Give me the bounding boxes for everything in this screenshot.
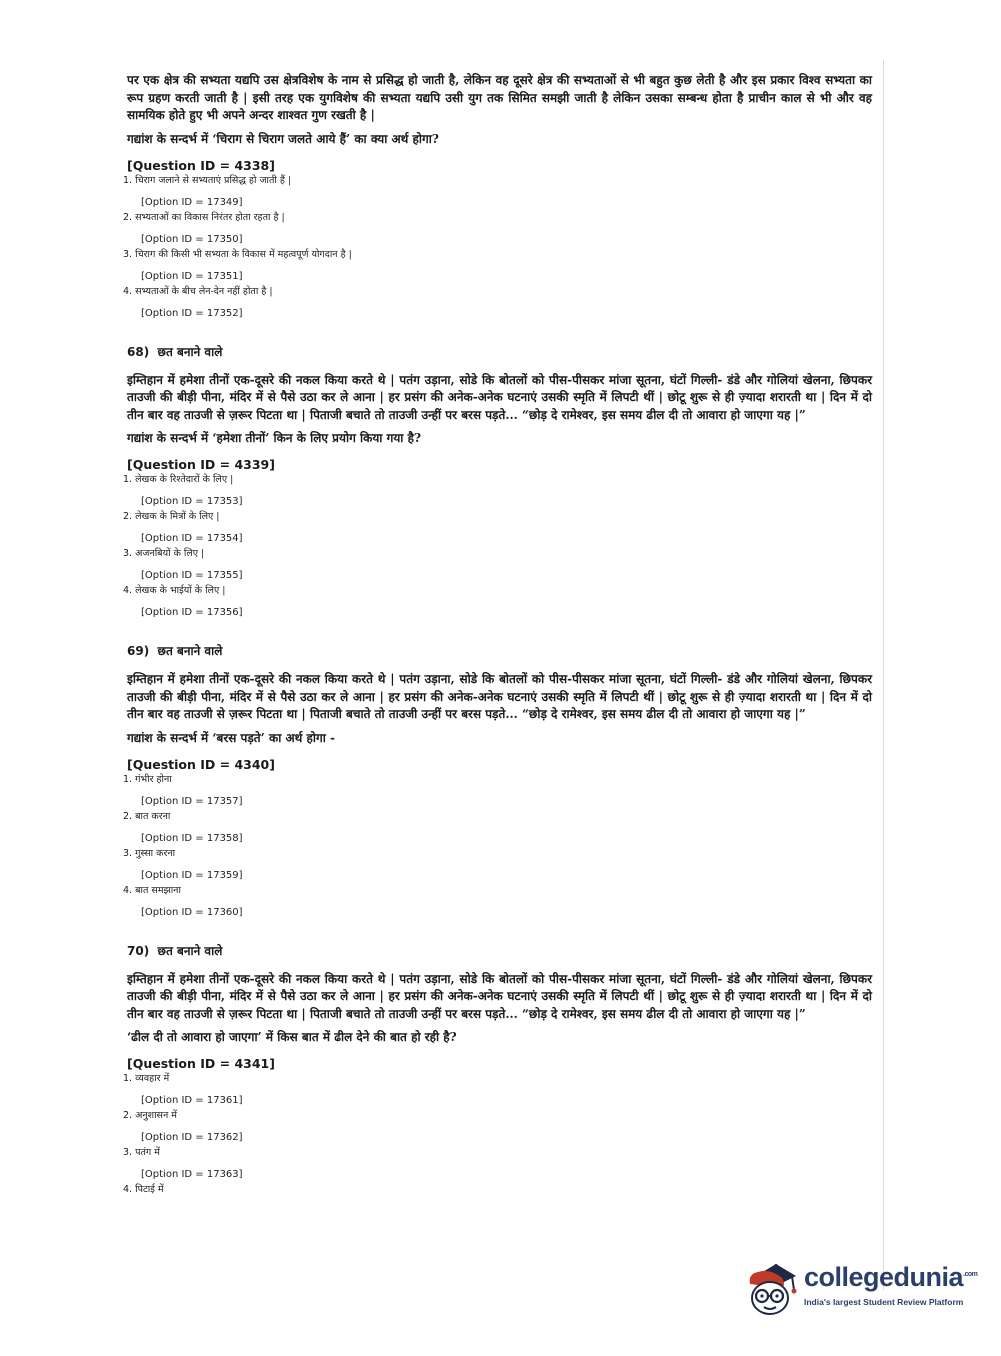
- option-item: [123, 472, 872, 509]
- option-number: 4.: [123, 285, 133, 297]
- option-number: 3.: [123, 1147, 133, 1158]
- question-id: [Question ID = 4338]: [127, 157, 275, 173]
- option-list: [123, 173, 872, 321]
- option-text: बात करना: [135, 810, 171, 822]
- section-title: छत बनाने वाले: [157, 344, 223, 359]
- option-id: [Option ID = 17349]: [141, 196, 243, 208]
- passage-text: इम्तिहान में हमेशा तीनों एक-दूसरे की नकल किया करते थे | पतंग उड़ाना, सोडे कि बोतलों को पीस-पीसकर मांजा सूतना, घंटों गिल्ली- डंडे और गोलियां खेलना, छिपकर ताउजी की बीड़ी पीना, मंदिर में से पैसे उठा कर ले आना | हर प्रसंग की अनेक-अनेक घटनाएं उसकी स्मृति में लिपटी थीं | छोटू शुरू से ही ज़्यादा शरारती था | दिन में दो तीन बार वह ताउजी से ज़रूर पिटता था | पिताजी बचाते तो ताउजी उन्हीं पर बरस पड़ते... “छोड़ दे रामेश्वर, इस समय ढील दी तो आवारा हो जाएगा यह |”: [127, 672, 872, 721]
- option-id: [Option ID = 17357]: [141, 795, 243, 807]
- option-id: [Option ID = 17354]: [141, 533, 243, 544]
- option-item: [123, 173, 872, 210]
- question-text: गद्यांश के सन्दर्भ में ‘बरस पड़ते’ का अर्थ होगा -: [127, 730, 335, 745]
- option-id: [Option ID = 17351]: [141, 270, 243, 282]
- option-item: [123, 1071, 872, 1108]
- option-id: [Option ID = 17363]: [141, 1169, 243, 1180]
- option-text: सभ्यताओं का विकास निरंतर होता रहता है |: [135, 211, 285, 223]
- document-content: [123, 72, 872, 1197]
- question-section-69: [123, 642, 872, 920]
- passage-text: इम्तिहान में हमेशा तीनों एक-दूसरे की नकल किया करते थे | पतंग उड़ाना, सोडे कि बोतलों को पीस-पीसकर मांजा सूतना, घंटों गिल्ली- डंडे और गोलियां खेलना, छिपकर ताउजी की बीड़ी पीना, मंदिर में से पैसे उठा कर ले आना | हर प्रसंग की अनेक-अनेक घटनाएं उसकी स्मृति में लिपटी थीं | छोटू शुरू से ही ज़्यादा शरारती था | दिन में दो तीन बार वह ताउजी से ज़रूर पिटता था | पिताजी बचाते तो ताउजी उन्हीं पर बरस पड़ते... “छोड़ दे रामेश्वर, इस समय ढील दी तो आवारा हो जाएगा यह |”: [127, 372, 872, 422]
- option-item: [123, 846, 872, 883]
- option-item: [123, 1182, 872, 1197]
- option-number: 1.: [123, 773, 133, 785]
- option-id: [Option ID = 17355]: [141, 570, 243, 581]
- option-item: [123, 883, 872, 920]
- option-item: [123, 772, 872, 809]
- question-section-70: [123, 942, 872, 1198]
- option-id: [Option ID = 17359]: [141, 869, 243, 881]
- option-item: [123, 509, 872, 546]
- section-title: छत बनाने वाले: [157, 644, 223, 658]
- question-text: गद्यांश के सन्दर्भ में ‘हमेशा तीनों’ किन के लिए प्रयोग किया गया है?: [127, 431, 421, 445]
- option-id: [Option ID = 17362]: [141, 1132, 243, 1143]
- option-id: [Option ID = 17358]: [141, 832, 243, 844]
- option-number: 1.: [123, 174, 133, 186]
- option-number: 3.: [123, 248, 133, 260]
- question-id: [Question ID = 4341]: [127, 1056, 275, 1071]
- option-text: पतंग में: [135, 1147, 160, 1158]
- passage-text: पर एक क्षेत्र की सभ्यता यद्यपि उस क्षेत्रविशेष के नाम से प्रसिद्ध हो जाती है, लेकिन वह दूसरे क्षेत्र की सभ्यताओं से भी बहुत कुछ लेती है और इस प्रकार विश्व सभ्यता का रूप ग्रहण करती जाती है | इसी तरह एक युगविशेष की सभ्यता यद्यपि उसी युग तक सिमित समझी जाती है लेकिन उसका सम्बन्ध होता है प्राचीन काल से भी और वह सामयिक होते हुए भी अपने अन्दर शाश्वत गुण रखती है |: [127, 73, 872, 122]
- logo-suffix: .com: [963, 1271, 978, 1278]
- option-item: [123, 546, 872, 583]
- option-item: [123, 1145, 872, 1182]
- option-number: 2.: [123, 211, 133, 223]
- option-text: लेखक के रिश्तेदारों के लिए |: [135, 474, 234, 485]
- passage-text: इम्तिहान में हमेशा तीनों एक-दूसरे की नकल किया करते थे | पतंग उड़ाना, सोडे कि बोतलों को पीस-पीसकर मांजा सूतना, घंटों गिल्ली- डंडे और गोलियां खेलना, छिपकर ताउजी की बीड़ी पीना, मंदिर में से पैसे उठा कर ले आना | हर प्रसंग की अनेक-अनेक घटनाएं उसकी स्मृति में लिपटी थीं | छोटू शुरू से ही ज़्यादा शरारती था | दिन में दो तीन बार वह ताउजी से ज़रूर पिटता था | पिताजी बचाते तो ताउजी उन्हीं पर बरस पड़ते... “छोड़ दे रामेश्वर, इस समय ढील दी तो आवारा हो जाएगा यह |”: [127, 971, 872, 1021]
- option-text: अनुशासन में: [135, 1110, 177, 1121]
- question-number: 70): [127, 943, 150, 958]
- option-item: [123, 210, 872, 247]
- option-number: 4.: [123, 585, 133, 596]
- option-text: गंभीर होना: [135, 773, 172, 785]
- option-number: 3.: [123, 548, 133, 559]
- question-id: [Question ID = 4340]: [127, 756, 275, 772]
- option-item: [123, 284, 872, 321]
- option-id: [Option ID = 17360]: [141, 906, 243, 918]
- question-number: 69): [127, 644, 150, 658]
- option-text: बात समझाना: [135, 884, 181, 896]
- option-text: अजनबियों के लिए |: [135, 548, 205, 559]
- option-number: 4.: [123, 1184, 133, 1195]
- option-item: [123, 809, 872, 846]
- option-number: 2.: [123, 1110, 133, 1121]
- logo-wordmark: collegedunia$^{.com}$: [804, 1262, 978, 1292]
- question-section-68: [123, 343, 872, 621]
- option-id: [Option ID = 17350]: [141, 233, 243, 245]
- section-title: छत बनाने वाले: [157, 943, 223, 958]
- mascot-icon: [742, 1254, 802, 1318]
- option-text: चिराग जलाने से सभ्यताएं प्रसिद्ध हो जाती हैं |: [135, 174, 292, 186]
- option-id: [Option ID = 17356]: [141, 607, 243, 618]
- question-id: [Question ID = 4339]: [127, 457, 275, 472]
- page-border-line: [883, 60, 884, 1290]
- collegedunia-logo[interactable]: [742, 1252, 978, 1320]
- option-id: [Option ID = 17352]: [141, 307, 243, 319]
- option-number: 1.: [123, 1073, 133, 1084]
- option-number: 3.: [123, 847, 133, 859]
- option-number: 4.: [123, 884, 133, 896]
- option-number: 2.: [123, 810, 133, 822]
- option-number: 2.: [123, 511, 133, 522]
- option-number: 1.: [123, 474, 133, 485]
- option-text: सभ्यताओं के बीच लेन-देन नहीं होता है |: [135, 285, 273, 297]
- option-text: लेखक के मित्रों के लिए |: [135, 511, 220, 522]
- option-id: [Option ID = 17353]: [141, 496, 243, 507]
- logo-tagline: India's largest Student Review Platform: [804, 1297, 964, 1307]
- option-text: पिटाई में: [135, 1184, 164, 1195]
- option-text: व्यवहार में: [135, 1073, 170, 1084]
- option-item: [123, 247, 872, 284]
- option-text: चिराग की किसी भी सभ्यता के विकास में महत्वपूर्ण योगदान है |: [135, 248, 352, 260]
- question-text: ‘ढील दी तो आवारा हो जाएगा’ में किस बात में ढील देने की बात हो रही है?: [127, 1030, 457, 1044]
- option-id: [Option ID = 17361]: [141, 1095, 243, 1106]
- option-text: लेखक के भाईयों के लिए |: [135, 585, 226, 596]
- question-text: गद्यांश के सन्दर्भ में ‘चिराग से चिराग जलते आये हैं’ का क्या अर्थ होगा?: [127, 131, 439, 146]
- option-item: [123, 1108, 872, 1145]
- option-text: गुस्सा करना: [135, 847, 176, 859]
- question-number: 68): [127, 344, 150, 359]
- option-item: [123, 583, 872, 620]
